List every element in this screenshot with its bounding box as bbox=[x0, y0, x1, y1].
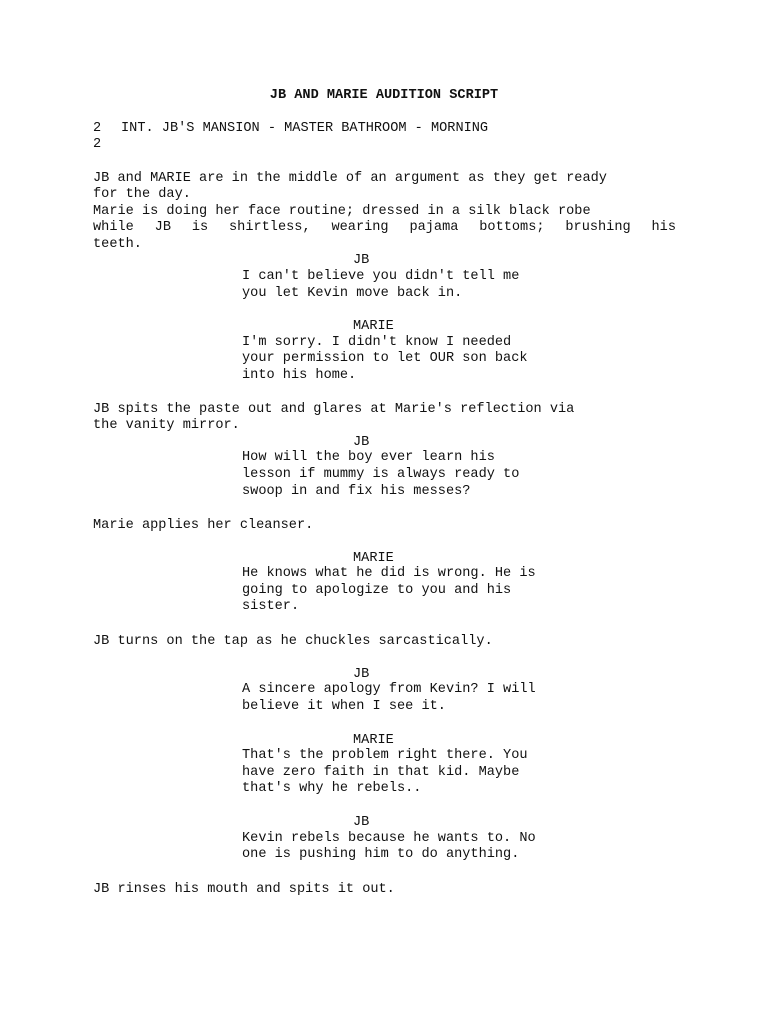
dialogue-line: A sincere apology from Kevin? I will bbox=[242, 682, 536, 697]
dialogue-line: That's the problem right there. You bbox=[242, 748, 528, 763]
dialogue-line: How will the boy ever learn his bbox=[242, 450, 495, 465]
dialogue-line: I can't believe you didn't tell me bbox=[242, 269, 520, 284]
action-line: JB spits the paste out and glares at Marie's reflection via bbox=[93, 402, 575, 417]
dialogue-line: into his home. bbox=[242, 368, 357, 383]
dialogue-line: Kevin rebels because he wants to. No bbox=[242, 831, 536, 846]
scene-heading: INT. JB'S MANSION - MASTER BATHROOM - MORNING bbox=[121, 121, 489, 136]
dialogue-line: swoop in and fix his messes? bbox=[242, 484, 471, 499]
character-name: JB bbox=[353, 253, 370, 268]
script-title: JB AND MARIE AUDITION SCRIPT bbox=[269, 88, 499, 103]
dialogue-line: He knows what he did is wrong. He is bbox=[242, 566, 536, 581]
action-line: Marie applies her cleanser. bbox=[93, 518, 314, 533]
dialogue-line: one is pushing him to do anything. bbox=[242, 847, 520, 862]
character-name: MARIE bbox=[353, 551, 394, 566]
dialogue-line: your permission to let OUR son back bbox=[242, 351, 528, 366]
character-name: JB bbox=[353, 815, 370, 830]
scene-number-right: 2 bbox=[93, 137, 102, 152]
action-line: teeth. bbox=[93, 237, 142, 252]
action-line: the vanity mirror. bbox=[93, 418, 240, 433]
dialogue-line: lesson if mummy is always ready to bbox=[242, 467, 520, 482]
dialogue-line: you let Kevin move back in. bbox=[242, 286, 463, 301]
action-line: JB rinses his mouth and spits it out. bbox=[93, 882, 395, 897]
scene-number-left: 2 bbox=[93, 121, 102, 136]
dialogue-line: believe it when I see it. bbox=[242, 699, 446, 714]
dialogue-line: that's why he rebels.. bbox=[242, 781, 422, 796]
action-line: JB and MARIE are in the middle of an argument as they get ready bbox=[93, 171, 607, 186]
action-line: JB turns on the tap as he chuckles sarcastically. bbox=[93, 634, 493, 649]
character-name: MARIE bbox=[353, 733, 394, 748]
dialogue-line: I'm sorry. I didn't know I needed bbox=[242, 335, 512, 350]
character-name: MARIE bbox=[353, 319, 394, 334]
character-name: JB bbox=[353, 435, 370, 450]
action-line: for the day. bbox=[93, 187, 191, 202]
action-line: while JB is shirtless, wearing pajama bottoms; brushing his bbox=[93, 220, 676, 235]
dialogue-line: have zero faith in that kid. Maybe bbox=[242, 765, 520, 780]
dialogue-line: going to apologize to you and his bbox=[242, 583, 512, 598]
dialogue-line: sister. bbox=[242, 599, 300, 614]
action-line: Marie is doing her face routine; dressed in a silk black robe bbox=[93, 204, 591, 219]
character-name: JB bbox=[353, 667, 370, 682]
